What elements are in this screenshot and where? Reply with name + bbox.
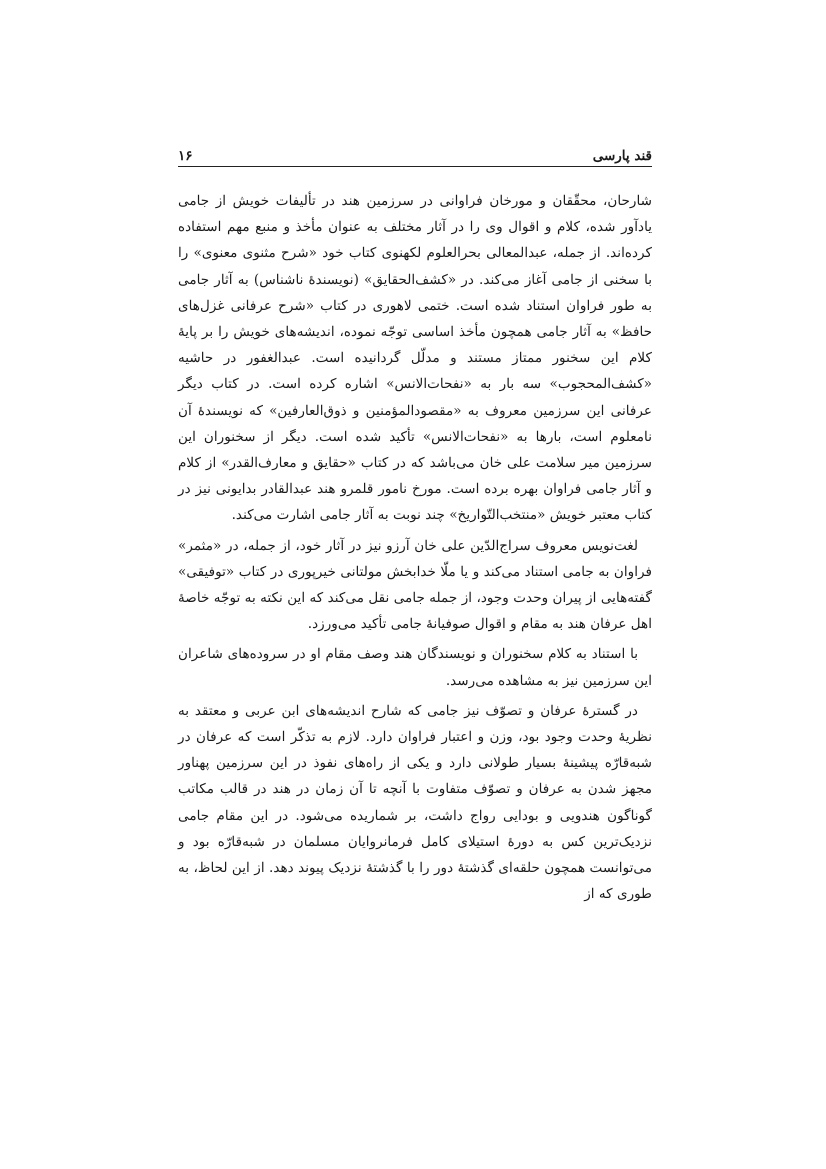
paragraph-2: لغت‌نویس معروف سراج‌الدّین علی خان آرزو نیز در آثار خود، از جمله، در «مثمر» فراوان به جامی استناد می‌کند و یا ملّا خدابخش مولتانی خیرپوری در کتاب «توفیقی» گفته‌هایی از پیران وحدت وجود، از جمله جامی نقل می‌کند که این نکته به توجّه خاصهٔ اهل عرفان هند به مقام و اقوال صوفیانهٔ جامی تأکید می‌ورزد. [178,537,652,633]
paragraph-4: در گسترهٔ عرفان و تصوّف نیز جامی که شارح اندیشه‌های ابن عربی و معتقد به نظریهٔ وحدت وجود بود، وزن و اعتبار فراوان دارد. لازم به تذکّر است که عرفان در شبه‌قارّه پیشینهٔ بسیار طولانی دارد و یکی از راه‌های نفوذ در این سرزمین پهناور مجهز شدن به عرفان و تصوّف متفاوت با آنچه تا آن زمان در هند در قالب مکاتب گوناگون هندویی و بودایی رواج داشت، بر شماریده می‌شود. در این مقام جامی نزدیک‌ترین کس به دورهٔ استیلای کامل فرمانروایان مسلمان در شبه‌قارّه بود و می‌توانست همچون حلقه‌ای گذشتهٔ دور را با گذشتهٔ نزدیک پیوند دهد. از این لحاظ، به طوری که از [178,702,652,903]
header-rule [178,166,652,167]
journal-title: قند پارسی [592,148,652,164]
page-number: ۱۶ [178,148,193,164]
running-header [178,146,652,168]
paragraph-3: با استناد به کلام سخنوران و نویسندگان هند وصف مقام او در سروده‌های شاعران این سرزمین نیز به مشاهده می‌رسد. [178,646,652,689]
paragraph-1: شارحان، محقّقان و مورخان فراوانی در سرزمین هند در تألیفات خویش از جامی یادآور شده، کلام و اقوال وی را در آثار مختلف به عنوان مأخذ و منبع مهم استفاده کرده‌اند. از جمله، عبدالمعالی بحرالعلوم لکهنوی کتاب خود «شرح مثنوی معنوی» را با سخنی از جامی آغاز می‌کند. در «کشف‌الحقایق» (نویسندهٔ ناشناس) به آثار جامی به طور فراوان استناد شده است. ختمی لاهوری در کتاب «شرح عرفانی غزل‌های حافظ» به آثار جامی همچون مأخذ اساسی توجّه نموده، اندیشه‌های خویش را بر پایهٔ کلام این سخنور ممتاز مستند و مدلّل گردانیده است. عبدالغفور در حاشیه «کشف‌المحجوب» سه بار به «نفحات‌الانس» اشاره کرده است. در کتاب دیگر عرفانی این سرزمین معروف به «مقصودالمؤمنین و ذوق‌العارفین» که نویسندهٔ آن نامعلوم است، بارها به «نفحات‌الانس» تأکید شده است. دیگر از سخنوران این سرزمین میر سلامت علی خان می‌باشد که در کتاب «حقایق و معارف‌القدر» از کلام و آثار جامی فراوان بهره برده است. مورخ نامور قلمرو هند عبدالقادر بدایونی نیز در کتاب معتبر خویش «منتخب‌التّواریخ» چند نوبت به آثار جامی اشارت می‌کند. [178,193,652,524]
body-text [178,188,652,911]
